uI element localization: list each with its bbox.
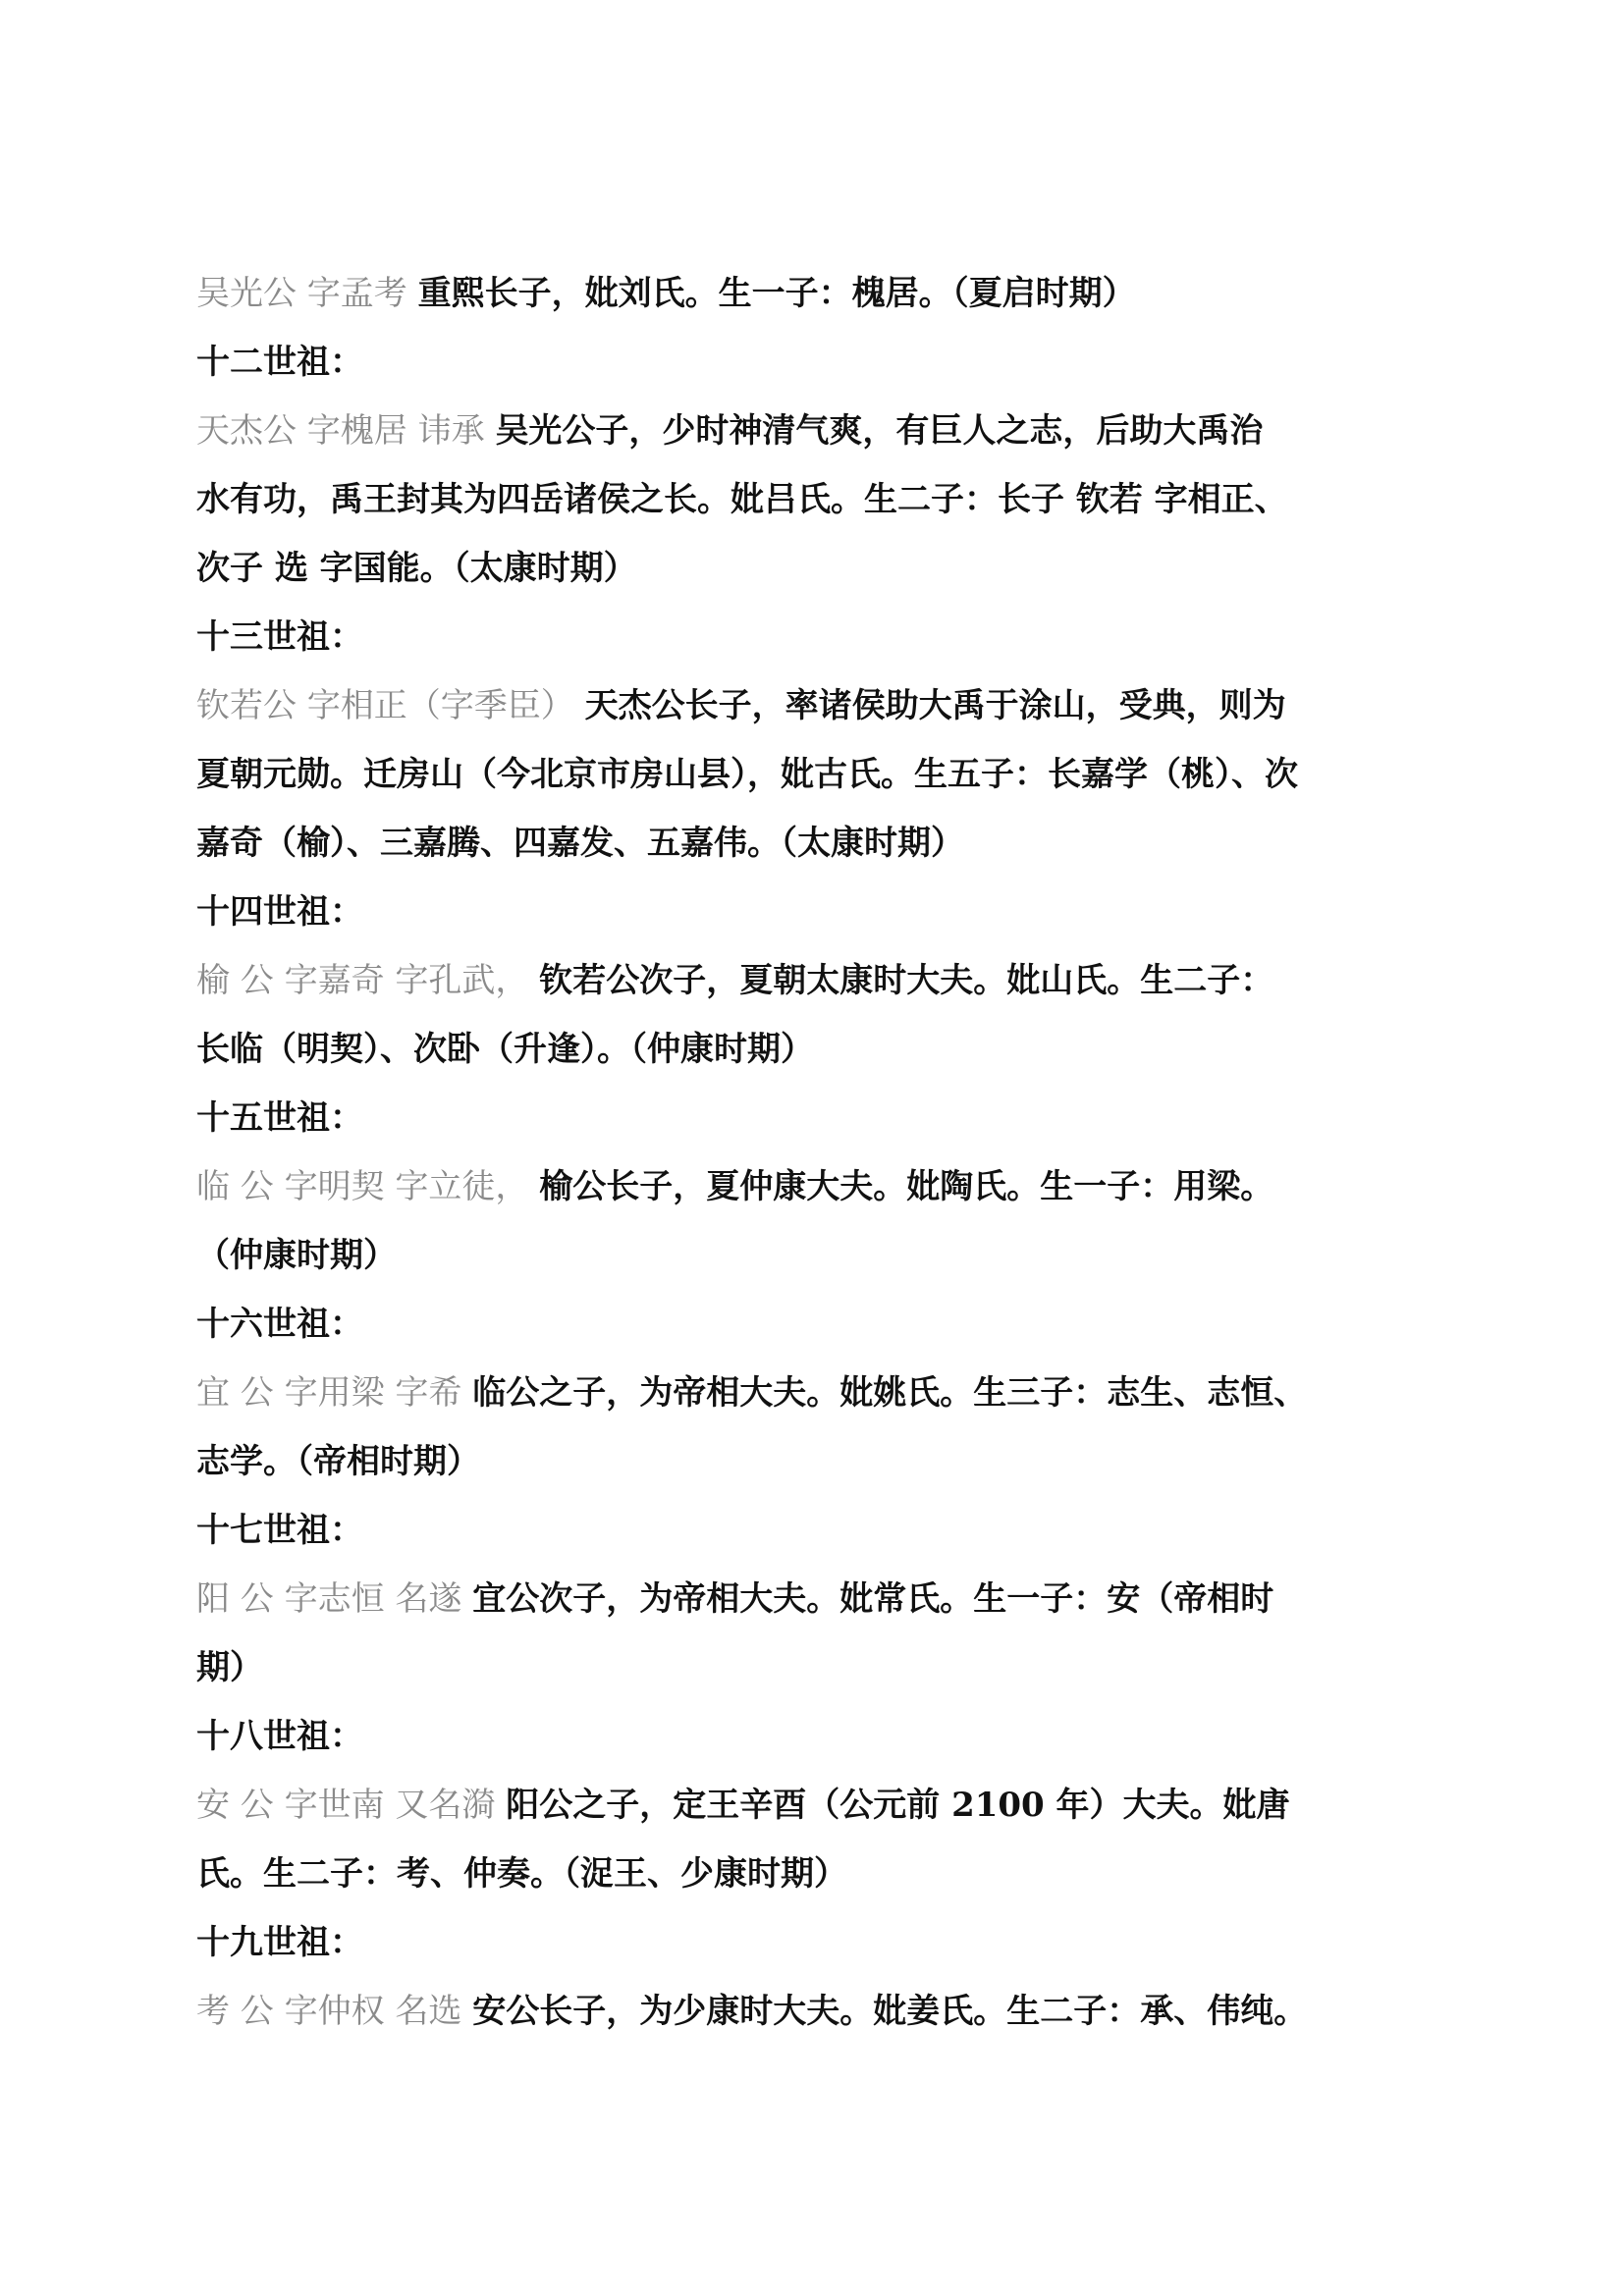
ancestor-name: 吴光公 字孟考 [196,274,407,313]
entry-line: 氏。生二子：考、仲奏。（浞王、少康时期） [196,1854,847,1894]
ancestor-description: 安公长子，为少康时大夫。妣姜氏。生二子：承、伟纯。 [472,1992,1308,2031]
generation-heading: 十二世祖： [196,343,363,382]
entry-line [196,1565,1463,1633]
generation-heading: 十七世祖： [196,1511,363,1550]
ancestor-description: 榆公长子，夏仲康大夫。妣陶氏。生一子：用梁。 [539,1167,1274,1206]
entry-line: 志学。（帝相时期） [196,1442,480,1481]
ancestor-description: 吴光公子，少时神清气爽，有巨人之志，后助大禹治 [495,411,1264,451]
ancestor-description: 临公之子，为帝相大夫。妣姚氏。生三子：志生、志恒、 [472,1373,1308,1413]
ancestor-name: 钦若公 字相正（字季臣） [196,686,574,725]
generation-heading: 十六世祖： [196,1305,363,1344]
ancestor-name: 临 公 字明契 字立徒， [196,1167,529,1206]
ancestor-description: 天杰公长子，率诸侯助大禹于涂山，受典，则为 [584,686,1286,725]
genealogy-page [196,259,1463,2046]
entry-line: 嘉奇（榆）、三嘉腾、四嘉发、五嘉伟。（太康时期） [196,824,964,863]
entry-line: 长临（明契）、次卧（升逢）。（仲康时期） [196,1030,814,1069]
ancestor-description: 宜公次子，为帝相大夫。妣常氏。生一子：安（帝相时 [472,1579,1274,1619]
entry-line: （仲康时期） [196,1236,397,1275]
entry-line: 水有功，禹王封其为四岳诸侯之长。妣吕氏。生二子：长子 钦若 字相正、 [196,480,1288,519]
entry-line: 期） [196,1648,263,1687]
entry-line [196,671,1463,740]
generation-heading: 十八世祖： [196,1717,363,1756]
entry-line [196,1771,1463,1840]
entry-line [196,946,1463,1015]
entry-line [196,259,1463,328]
ancestor-name: 榆 公 字嘉奇 字孔武， [196,961,529,1000]
generation-heading: 十四世祖： [196,892,363,932]
ancestor-description: 阳公之子，定王辛酉（公元前 2100 年）大夫。妣唐 [506,1786,1290,1825]
ancestor-name: 宜 公 字用梁 字希 [196,1373,462,1413]
entry-line [196,1977,1463,2046]
ancestor-name: 安 公 字世南 又名漪 [196,1786,496,1825]
entry-line [196,397,1463,465]
ancestor-description: 钦若公次子，夏朝太康时大夫。妣山氏。生二子： [539,961,1274,1000]
entry-line: 次子 选 字国能。（太康时期） [196,549,637,588]
entry-line: 夏朝元勋。迁房山（今北京市房山县），妣古氏。生五子：长嘉学（桃）、次 [196,755,1298,794]
generation-heading: 十九世祖： [196,1923,363,1962]
entry-line [196,1359,1463,1427]
entry-line [196,1152,1463,1221]
ancestor-description: 重熙长子，妣刘氏。生一子：槐居。（夏启时期） [417,274,1136,313]
ancestor-name: 阳 公 字志恒 名遂 [196,1579,462,1619]
generation-heading: 十三世祖： [196,617,363,657]
ancestor-name: 考 公 字仲权 名选 [196,1992,462,2031]
generation-heading: 十五世祖： [196,1098,363,1138]
ancestor-name: 天杰公 字槐居 讳承 [196,411,485,451]
